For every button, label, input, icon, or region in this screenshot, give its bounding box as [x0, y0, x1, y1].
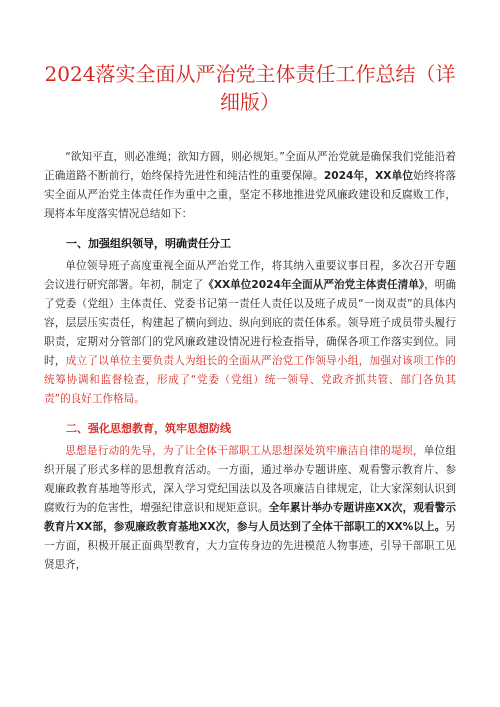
section2-heading: 二、强化思想教育，筑牢思想防线 [66, 422, 231, 435]
section2-red-text: 思想是行动的先导，为了让全体干部职工从思想深处筑牢廉洁自律的堤坝， [65, 445, 424, 457]
document-title: 2024落实全面从严治党主体责任工作总结（详细版） [44, 62, 456, 114]
section2-text-a: 单位组织开展了形式多样的思想教育活动。一方面，通过举办专题讲座、观看警示教育片、参观廉政教育基地等形式，深入学习党纪国法以及各项廉洁自律规定，让大家深刻认识到腐败行为的危害性，增强纪律意识和规矩意识。 [44, 445, 457, 514]
section2-text-c: 另一方面，积极开展正面典型教育，大力宣传身边的先进模范人物事迹，引导干部职工见贤思齐， [44, 521, 456, 571]
intro-text: “欲知平直，则必准绳；欲知方圆，则必规矩。”全面从严治党就是确保我们党能沿着正确道路不断前行，始终保持先进性和纯洁性的重要保障。 [44, 151, 456, 182]
section2-bold-text: 全年累计举办专题讲座XX次，观看警示教育片XX部，参观廉政教育基地XX次，参与人员达到了全体干部职工的XX%以上。 [44, 502, 456, 533]
document-body [44, 148, 456, 575]
intro-rest-text: 始终将落实全面从严治党主体责任作为重中之重，坚定不移地推进党风廉政建设和反腐败工作，现将本年度落实情况总结如下： [44, 170, 457, 220]
section1-text-c: ，明确了党委（党组）主体责任、党委书记第一责任人责任以及班子成员“一岗双责”的具体内容，层层压实责任，构建起了横向到边、纵向到底的责任体系。领导班子成员带头履行职责，定期对分管部门的党风廉政建设情况进行检查指导，确保各项工作落实到位。同时， [44, 279, 457, 367]
section1-text-a: 单位领导班子高度重视全面从严治党工作，将其纳入重要议事日程，多次召开专题会议进行研究部署。年初，制定了 [44, 260, 456, 291]
section1-heading: 一、加强组织领导，明确责任分工 [66, 237, 231, 250]
intro-paragraph [44, 148, 456, 224]
intro-bold-text: 2024年，XX单位 [323, 170, 414, 182]
section1-red-text: 成立了以单位主要负责人为组长的全面从严治党工作领导小组，加强对该项工作的统筹协调和监督检查，形成了“党委（党组）统一领导、党政齐抓共管、部门各负其责”的良好工作格局。 [44, 355, 457, 405]
section2-paragraph [44, 442, 456, 575]
section1-paragraph [44, 257, 456, 409]
section1-bold-text: 《XX单位2024年全面从严治党主体责任清单》 [203, 279, 425, 291]
